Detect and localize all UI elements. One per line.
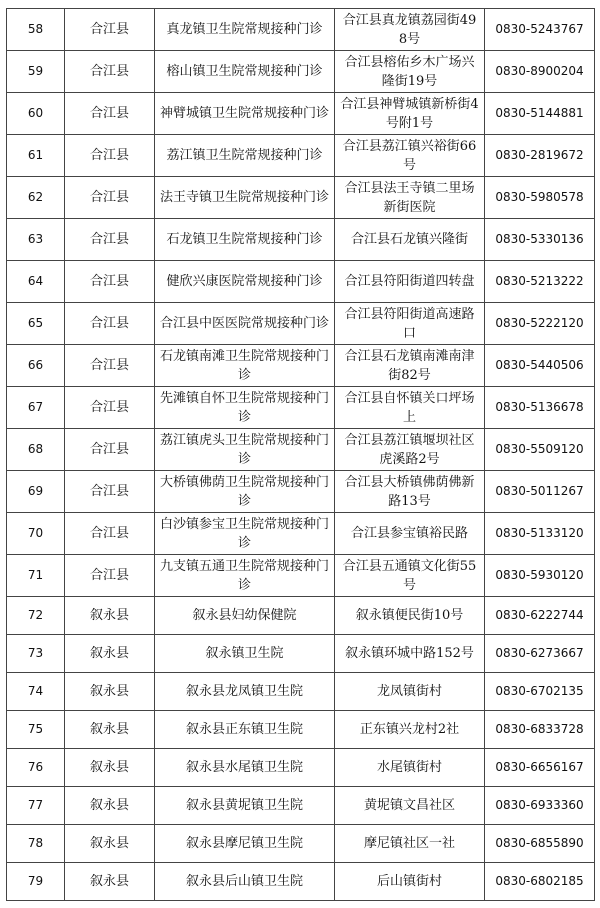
address-cell: 黄坭镇文昌社区 bbox=[335, 787, 485, 825]
county-cell: 合江县 bbox=[65, 219, 155, 261]
address-cell: 水尾镇街村 bbox=[335, 749, 485, 787]
clinic-name-cell: 叙永镇卫生院 bbox=[155, 635, 335, 673]
county-cell: 合江县 bbox=[65, 513, 155, 555]
clinic-name-cell: 石龙镇南滩卫生院常规接种门诊 bbox=[155, 345, 335, 387]
row-number: 60 bbox=[7, 93, 65, 135]
clinic-name-cell: 叙永县妇幼保健院 bbox=[155, 597, 335, 635]
county-cell: 叙永县 bbox=[65, 673, 155, 711]
address-cell: 合江县自怀镇关口坪场上 bbox=[335, 387, 485, 429]
clinic-name-cell: 大桥镇佛荫卫生院常规接种门诊 bbox=[155, 471, 335, 513]
row-number: 64 bbox=[7, 261, 65, 303]
row-number: 65 bbox=[7, 303, 65, 345]
clinic-name-cell: 叙永县黄坭镇卫生院 bbox=[155, 787, 335, 825]
phone-cell: 0830-6702135 bbox=[485, 673, 595, 711]
address-cell: 合江县五通镇文化街55号 bbox=[335, 555, 485, 597]
row-number: 78 bbox=[7, 825, 65, 863]
address-cell: 合江县符阳街道四转盘 bbox=[335, 261, 485, 303]
address-cell: 正东镇兴龙村2社 bbox=[335, 711, 485, 749]
county-cell: 合江县 bbox=[65, 345, 155, 387]
address-cell: 合江县参宝镇裕民路 bbox=[335, 513, 485, 555]
row-number: 58 bbox=[7, 9, 65, 51]
address-cell: 合江县荔江镇兴裕街66号 bbox=[335, 135, 485, 177]
table-row bbox=[7, 51, 595, 93]
county-cell: 合江县 bbox=[65, 429, 155, 471]
phone-cell: 0830-5011267 bbox=[485, 471, 595, 513]
clinic-name-cell: 荔江镇虎头卫生院常规接种门诊 bbox=[155, 429, 335, 471]
phone-cell: 0830-5440506 bbox=[485, 345, 595, 387]
phone-cell: 0830-6656167 bbox=[485, 749, 595, 787]
table-row bbox=[7, 635, 595, 673]
phone-cell: 0830-5222120 bbox=[485, 303, 595, 345]
table-row bbox=[7, 429, 595, 471]
clinic-name-cell: 合江县中医医院常规接种门诊 bbox=[155, 303, 335, 345]
county-cell: 合江县 bbox=[65, 135, 155, 177]
clinic-name-cell: 九支镇五通卫生院常规接种门诊 bbox=[155, 555, 335, 597]
address-cell: 后山镇街村 bbox=[335, 863, 485, 901]
row-number: 77 bbox=[7, 787, 65, 825]
county-cell: 合江县 bbox=[65, 93, 155, 135]
address-cell: 合江县神臂城镇新桥街4号附1号 bbox=[335, 93, 485, 135]
row-number: 66 bbox=[7, 345, 65, 387]
row-number: 74 bbox=[7, 673, 65, 711]
table-row bbox=[7, 303, 595, 345]
address-cell: 合江县石龙镇兴隆街 bbox=[335, 219, 485, 261]
phone-cell: 0830-6273667 bbox=[485, 635, 595, 673]
table-row bbox=[7, 93, 595, 135]
table-row bbox=[7, 711, 595, 749]
row-number: 72 bbox=[7, 597, 65, 635]
county-cell: 合江县 bbox=[65, 51, 155, 93]
phone-cell: 0830-5509120 bbox=[485, 429, 595, 471]
table-row bbox=[7, 345, 595, 387]
county-cell: 叙永县 bbox=[65, 597, 155, 635]
address-cell: 叙永镇环城中路152号 bbox=[335, 635, 485, 673]
clinic-name-cell: 荔江镇卫生院常规接种门诊 bbox=[155, 135, 335, 177]
phone-cell: 0830-5136678 bbox=[485, 387, 595, 429]
address-cell: 合江县真龙镇荔园街498号 bbox=[335, 9, 485, 51]
table-row bbox=[7, 825, 595, 863]
table-row bbox=[7, 177, 595, 219]
address-cell: 合江县榕佑乡木广场兴隆街19号 bbox=[335, 51, 485, 93]
row-number: 71 bbox=[7, 555, 65, 597]
row-number: 63 bbox=[7, 219, 65, 261]
clinic-name-cell: 叙永县正东镇卫生院 bbox=[155, 711, 335, 749]
clinic-name-cell: 叙永县摩尼镇卫生院 bbox=[155, 825, 335, 863]
row-number: 61 bbox=[7, 135, 65, 177]
phone-cell: 0830-5213222 bbox=[485, 261, 595, 303]
table-row bbox=[7, 863, 595, 901]
county-cell: 叙永县 bbox=[65, 711, 155, 749]
table-row bbox=[7, 9, 595, 51]
county-cell: 叙永县 bbox=[65, 825, 155, 863]
table-row bbox=[7, 219, 595, 261]
table-row bbox=[7, 597, 595, 635]
phone-cell: 0830-5980578 bbox=[485, 177, 595, 219]
address-cell: 叙永镇便民街10号 bbox=[335, 597, 485, 635]
clinic-table-body bbox=[7, 9, 595, 901]
address-cell: 龙凤镇街村 bbox=[335, 673, 485, 711]
address-cell: 合江县石龙镇南滩南津街82号 bbox=[335, 345, 485, 387]
county-cell: 叙永县 bbox=[65, 635, 155, 673]
address-cell: 合江县大桥镇佛荫佛新路13号 bbox=[335, 471, 485, 513]
address-cell: 合江县符阳街道高速路口 bbox=[335, 303, 485, 345]
clinic-name-cell: 叙永县龙凤镇卫生院 bbox=[155, 673, 335, 711]
row-number: 75 bbox=[7, 711, 65, 749]
phone-cell: 0830-5243767 bbox=[485, 9, 595, 51]
clinic-name-cell: 先滩镇自怀卫生院常规接种门诊 bbox=[155, 387, 335, 429]
clinic-table bbox=[6, 8, 595, 901]
row-number: 70 bbox=[7, 513, 65, 555]
address-cell: 摩尼镇社区一社 bbox=[335, 825, 485, 863]
table-row bbox=[7, 787, 595, 825]
row-number: 59 bbox=[7, 51, 65, 93]
phone-cell: 0830-6222744 bbox=[485, 597, 595, 635]
row-number: 69 bbox=[7, 471, 65, 513]
phone-cell: 0830-5133120 bbox=[485, 513, 595, 555]
table-row bbox=[7, 749, 595, 787]
phone-cell: 0830-5144881 bbox=[485, 93, 595, 135]
row-number: 67 bbox=[7, 387, 65, 429]
county-cell: 合江县 bbox=[65, 303, 155, 345]
clinic-name-cell: 神臂城镇卫生院常规接种门诊 bbox=[155, 93, 335, 135]
clinic-name-cell: 真龙镇卫生院常规接种门诊 bbox=[155, 9, 335, 51]
row-number: 79 bbox=[7, 863, 65, 901]
phone-cell: 0830-6933360 bbox=[485, 787, 595, 825]
table-row bbox=[7, 135, 595, 177]
county-cell: 合江县 bbox=[65, 261, 155, 303]
clinic-name-cell: 石龙镇卫生院常规接种门诊 bbox=[155, 219, 335, 261]
row-number: 68 bbox=[7, 429, 65, 471]
phone-cell: 0830-5930120 bbox=[485, 555, 595, 597]
phone-cell: 0830-6855890 bbox=[485, 825, 595, 863]
county-cell: 合江县 bbox=[65, 471, 155, 513]
county-cell: 叙永县 bbox=[65, 863, 155, 901]
table-row bbox=[7, 387, 595, 429]
county-cell: 叙永县 bbox=[65, 787, 155, 825]
clinic-name-cell: 白沙镇参宝卫生院常规接种门诊 bbox=[155, 513, 335, 555]
clinic-name-cell: 榕山镇卫生院常规接种门诊 bbox=[155, 51, 335, 93]
table-row bbox=[7, 673, 595, 711]
address-cell: 合江县法王寺镇二里场新街医院 bbox=[335, 177, 485, 219]
table-row bbox=[7, 471, 595, 513]
county-cell: 合江县 bbox=[65, 555, 155, 597]
row-number: 73 bbox=[7, 635, 65, 673]
phone-cell: 0830-8900204 bbox=[485, 51, 595, 93]
county-cell: 合江县 bbox=[65, 387, 155, 429]
phone-cell: 0830-6802185 bbox=[485, 863, 595, 901]
clinic-name-cell: 叙永县水尾镇卫生院 bbox=[155, 749, 335, 787]
phone-cell: 0830-2819672 bbox=[485, 135, 595, 177]
clinic-name-cell: 叙永县后山镇卫生院 bbox=[155, 863, 335, 901]
clinic-name-cell: 法王寺镇卫生院常规接种门诊 bbox=[155, 177, 335, 219]
row-number: 62 bbox=[7, 177, 65, 219]
table-row bbox=[7, 513, 595, 555]
county-cell: 合江县 bbox=[65, 177, 155, 219]
table-row bbox=[7, 261, 595, 303]
phone-cell: 0830-5330136 bbox=[485, 219, 595, 261]
row-number: 76 bbox=[7, 749, 65, 787]
table-row bbox=[7, 555, 595, 597]
county-cell: 合江县 bbox=[65, 9, 155, 51]
address-cell: 合江县荔江镇堰坝社区虎溪路2号 bbox=[335, 429, 485, 471]
county-cell: 叙永县 bbox=[65, 749, 155, 787]
phone-cell: 0830-6833728 bbox=[485, 711, 595, 749]
clinic-name-cell: 健欣兴康医院常规接种门诊 bbox=[155, 261, 335, 303]
